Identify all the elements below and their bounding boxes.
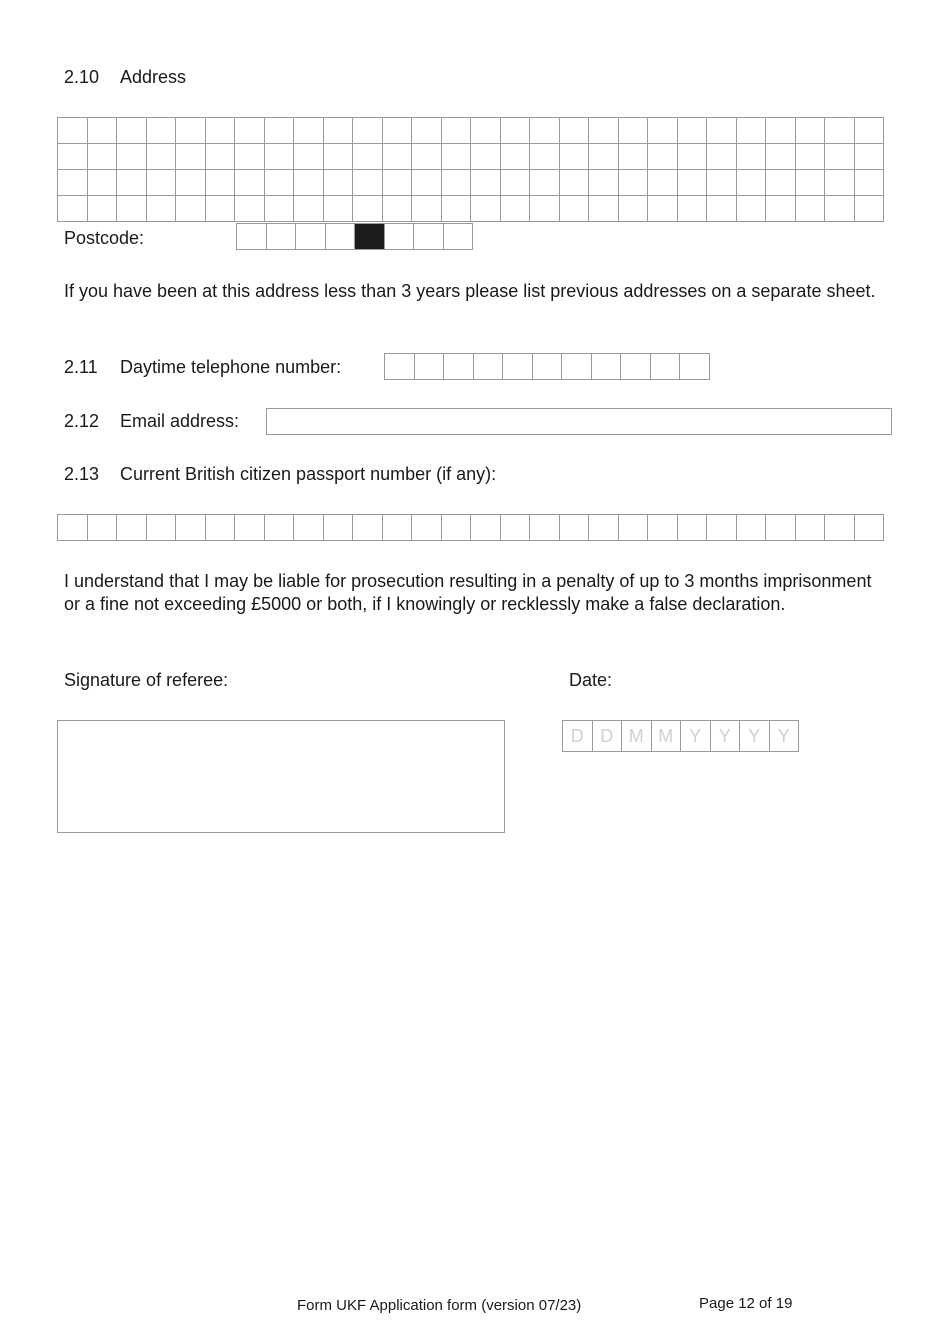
char-box[interactable] bbox=[412, 118, 442, 144]
char-box[interactable] bbox=[796, 144, 826, 170]
char-box[interactable] bbox=[501, 118, 531, 144]
char-box[interactable] bbox=[88, 118, 118, 144]
telephone-number: 2.11 bbox=[64, 357, 98, 377]
char-box[interactable] bbox=[324, 170, 354, 196]
char-box[interactable] bbox=[855, 515, 885, 541]
char-box[interactable] bbox=[147, 144, 177, 170]
char-box[interactable] bbox=[707, 196, 737, 222]
char-box[interactable] bbox=[648, 196, 678, 222]
previous-address-note: If you have been at this address less than 3 years please list previous addresses on a separate sheet. bbox=[64, 281, 876, 301]
postcode-label: Postcode: bbox=[64, 228, 145, 248]
char-box[interactable] bbox=[678, 118, 708, 144]
email-heading bbox=[64, 410, 239, 432]
date-char-box[interactable]: M bbox=[652, 721, 682, 752]
char-box[interactable] bbox=[383, 196, 413, 222]
char-box[interactable] bbox=[267, 224, 297, 250]
char-box[interactable] bbox=[589, 515, 619, 541]
char-box[interactable] bbox=[58, 515, 88, 541]
char-box[interactable] bbox=[471, 515, 501, 541]
char-box[interactable] bbox=[176, 170, 206, 196]
char-box[interactable] bbox=[766, 144, 796, 170]
char-box[interactable] bbox=[412, 170, 442, 196]
char-box[interactable] bbox=[147, 118, 177, 144]
char-box[interactable] bbox=[265, 118, 295, 144]
date-char-box[interactable]: Y bbox=[681, 721, 711, 752]
char-box[interactable] bbox=[88, 170, 118, 196]
char-box[interactable] bbox=[766, 196, 796, 222]
signature-box[interactable] bbox=[57, 720, 505, 833]
char-box[interactable] bbox=[117, 170, 147, 196]
telephone-label: Daytime telephone number: bbox=[120, 357, 342, 377]
char-box[interactable] bbox=[648, 118, 678, 144]
char-box[interactable] bbox=[707, 144, 737, 170]
char-box[interactable] bbox=[294, 144, 324, 170]
char-box[interactable] bbox=[707, 170, 737, 196]
char-box[interactable] bbox=[442, 515, 472, 541]
char-box[interactable] bbox=[796, 170, 826, 196]
char-box[interactable] bbox=[88, 144, 118, 170]
char-box[interactable] bbox=[678, 196, 708, 222]
char-box[interactable] bbox=[855, 170, 885, 196]
char-box[interactable] bbox=[678, 515, 708, 541]
email-number: 2.12 bbox=[64, 411, 100, 431]
char-box[interactable] bbox=[501, 196, 531, 222]
char-box[interactable] bbox=[737, 144, 767, 170]
char-box[interactable] bbox=[766, 118, 796, 144]
char-box[interactable] bbox=[237, 224, 267, 250]
char-box[interactable] bbox=[324, 196, 354, 222]
char-box[interactable] bbox=[265, 144, 295, 170]
char-box[interactable] bbox=[589, 170, 619, 196]
date-char-box[interactable]: Y bbox=[711, 721, 741, 752]
char-box[interactable] bbox=[206, 144, 236, 170]
char-box[interactable] bbox=[206, 196, 236, 222]
char-box[interactable] bbox=[501, 515, 531, 541]
declaration-text: I understand that I may be liable for prosecution resulting in a penalty of up to 3 months imprisonment or a fine not exceeding £5000 or both, if I knowingly or recklessly make a false declaration. bbox=[64, 571, 872, 614]
char-box[interactable] bbox=[651, 354, 681, 380]
char-box[interactable] bbox=[294, 515, 324, 541]
char-box[interactable] bbox=[444, 354, 474, 380]
char-box[interactable] bbox=[619, 196, 649, 222]
char-box[interactable] bbox=[58, 196, 88, 222]
char-box[interactable] bbox=[88, 196, 118, 222]
char-box[interactable] bbox=[825, 144, 855, 170]
char-box[interactable] bbox=[176, 515, 206, 541]
char-box[interactable] bbox=[501, 144, 531, 170]
footer-form-name: Form UKF Application form (version 07/23) bbox=[297, 1297, 582, 1314]
char-box[interactable] bbox=[589, 144, 619, 170]
char-box[interactable] bbox=[825, 118, 855, 144]
passport-label: Current British citizen passport number (if any): bbox=[120, 464, 497, 484]
char-box[interactable] bbox=[825, 196, 855, 222]
char-box[interactable] bbox=[147, 196, 177, 222]
char-box[interactable] bbox=[737, 515, 767, 541]
char-box[interactable] bbox=[471, 118, 501, 144]
char-box[interactable] bbox=[737, 196, 767, 222]
char-box[interactable] bbox=[530, 144, 560, 170]
char-box[interactable] bbox=[619, 144, 649, 170]
date-char-box[interactable]: Y bbox=[740, 721, 770, 752]
address-line[interactable] bbox=[58, 196, 884, 222]
char-box[interactable] bbox=[412, 144, 442, 170]
char-box[interactable] bbox=[415, 354, 445, 380]
char-box[interactable] bbox=[58, 170, 88, 196]
char-box[interactable] bbox=[648, 515, 678, 541]
char-box[interactable] bbox=[592, 354, 622, 380]
date-char-box[interactable]: D bbox=[593, 721, 623, 752]
char-box[interactable] bbox=[707, 515, 737, 541]
char-box[interactable] bbox=[530, 170, 560, 196]
char-box[interactable] bbox=[385, 354, 415, 380]
char-box[interactable] bbox=[385, 224, 415, 250]
char-box[interactable] bbox=[471, 144, 501, 170]
char-box[interactable] bbox=[265, 515, 295, 541]
telephone-grid[interactable] bbox=[384, 353, 710, 380]
char-box[interactable] bbox=[353, 144, 383, 170]
char-box[interactable] bbox=[442, 170, 472, 196]
char-box[interactable] bbox=[294, 196, 324, 222]
char-box[interactable] bbox=[265, 196, 295, 222]
char-box[interactable] bbox=[501, 170, 531, 196]
signature-label: Signature of referee: bbox=[64, 670, 229, 690]
char-box[interactable] bbox=[855, 118, 885, 144]
date-label: Date: bbox=[569, 670, 613, 690]
char-box[interactable] bbox=[294, 118, 324, 144]
address-line[interactable] bbox=[58, 170, 884, 196]
char-box[interactable] bbox=[353, 196, 383, 222]
char-box[interactable] bbox=[265, 170, 295, 196]
char-box[interactable] bbox=[414, 224, 444, 250]
char-box[interactable] bbox=[855, 144, 885, 170]
char-box[interactable] bbox=[117, 118, 147, 144]
char-box[interactable] bbox=[678, 170, 708, 196]
char-box[interactable] bbox=[58, 118, 88, 144]
char-box[interactable] bbox=[444, 224, 474, 250]
char-box[interactable] bbox=[117, 515, 147, 541]
char-box[interactable] bbox=[796, 118, 826, 144]
char-box[interactable] bbox=[176, 118, 206, 144]
char-box[interactable] bbox=[353, 170, 383, 196]
passport-heading bbox=[64, 463, 496, 485]
char-box[interactable] bbox=[412, 515, 442, 541]
char-box[interactable] bbox=[235, 170, 265, 196]
char-box[interactable] bbox=[206, 118, 236, 144]
char-box[interactable] bbox=[619, 515, 649, 541]
address-line[interactable] bbox=[58, 144, 884, 170]
char-box[interactable] bbox=[147, 515, 177, 541]
char-box[interactable] bbox=[766, 515, 796, 541]
char-box[interactable] bbox=[324, 515, 354, 541]
date-char-box[interactable]: D bbox=[563, 721, 593, 752]
char-box[interactable] bbox=[383, 170, 413, 196]
passport-number: 2.13 bbox=[64, 464, 100, 484]
char-box[interactable] bbox=[560, 118, 590, 144]
date-grid[interactable] bbox=[562, 720, 799, 752]
address-grid[interactable] bbox=[57, 117, 884, 222]
char-box[interactable] bbox=[147, 170, 177, 196]
char-box[interactable] bbox=[560, 144, 590, 170]
char-box[interactable] bbox=[442, 144, 472, 170]
char-box[interactable] bbox=[412, 196, 442, 222]
char-box[interactable] bbox=[383, 515, 413, 541]
char-box[interactable] bbox=[117, 144, 147, 170]
char-box[interactable] bbox=[648, 170, 678, 196]
char-box[interactable] bbox=[117, 196, 147, 222]
char-box[interactable] bbox=[562, 354, 592, 380]
char-box[interactable] bbox=[235, 144, 265, 170]
char-box[interactable] bbox=[680, 354, 710, 380]
char-box[interactable] bbox=[326, 224, 356, 250]
address-label: Address bbox=[120, 67, 187, 87]
char-box[interactable] bbox=[530, 515, 560, 541]
char-box[interactable] bbox=[324, 144, 354, 170]
char-box[interactable] bbox=[296, 224, 326, 250]
char-box[interactable] bbox=[294, 170, 324, 196]
char-box[interactable] bbox=[589, 196, 619, 222]
char-box[interactable] bbox=[474, 354, 504, 380]
char-box[interactable] bbox=[353, 515, 383, 541]
char-box[interactable] bbox=[383, 144, 413, 170]
char-box[interactable] bbox=[560, 515, 590, 541]
char-box[interactable] bbox=[471, 196, 501, 222]
date-char-box[interactable]: M bbox=[622, 721, 652, 752]
char-box[interactable] bbox=[707, 118, 737, 144]
char-box[interactable] bbox=[471, 170, 501, 196]
char-box[interactable] bbox=[355, 224, 385, 250]
char-box[interactable] bbox=[206, 515, 236, 541]
char-box[interactable] bbox=[353, 118, 383, 144]
char-box[interactable] bbox=[648, 144, 678, 170]
passport-grid[interactable] bbox=[57, 514, 884, 541]
date-char-box[interactable]: Y bbox=[770, 721, 800, 752]
address-line[interactable] bbox=[58, 118, 884, 144]
footer-page-number: Page 12 of 19 bbox=[699, 1295, 793, 1312]
char-box[interactable] bbox=[503, 354, 533, 380]
char-box[interactable] bbox=[88, 515, 118, 541]
char-box[interactable] bbox=[442, 196, 472, 222]
postcode-grid[interactable] bbox=[236, 223, 473, 250]
char-box[interactable] bbox=[442, 118, 472, 144]
email-label: Email address: bbox=[120, 411, 240, 431]
char-box[interactable] bbox=[619, 170, 649, 196]
char-box[interactable] bbox=[235, 118, 265, 144]
char-box[interactable] bbox=[796, 515, 826, 541]
telephone-heading bbox=[64, 356, 341, 378]
char-box[interactable] bbox=[796, 196, 826, 222]
char-box[interactable] bbox=[621, 354, 651, 380]
char-box[interactable] bbox=[619, 118, 649, 144]
char-box[interactable] bbox=[235, 196, 265, 222]
char-box[interactable] bbox=[58, 144, 88, 170]
address-number: 2.10 bbox=[64, 67, 100, 87]
char-box[interactable] bbox=[560, 170, 590, 196]
char-box[interactable] bbox=[235, 515, 265, 541]
char-box[interactable] bbox=[825, 170, 855, 196]
char-box[interactable] bbox=[383, 118, 413, 144]
char-box[interactable] bbox=[530, 118, 560, 144]
char-box[interactable] bbox=[825, 515, 855, 541]
email-field[interactable] bbox=[266, 408, 892, 435]
char-box[interactable] bbox=[589, 118, 619, 144]
char-box[interactable] bbox=[766, 170, 796, 196]
char-box[interactable] bbox=[530, 196, 560, 222]
char-box[interactable] bbox=[206, 170, 236, 196]
char-box[interactable] bbox=[737, 170, 767, 196]
char-box[interactable] bbox=[678, 144, 708, 170]
char-box[interactable] bbox=[176, 196, 206, 222]
char-box[interactable] bbox=[737, 118, 767, 144]
address-heading bbox=[64, 66, 186, 88]
char-box[interactable] bbox=[560, 196, 590, 222]
char-box[interactable] bbox=[855, 196, 885, 222]
char-box[interactable] bbox=[176, 144, 206, 170]
char-box[interactable] bbox=[533, 354, 563, 380]
char-box[interactable] bbox=[324, 118, 354, 144]
